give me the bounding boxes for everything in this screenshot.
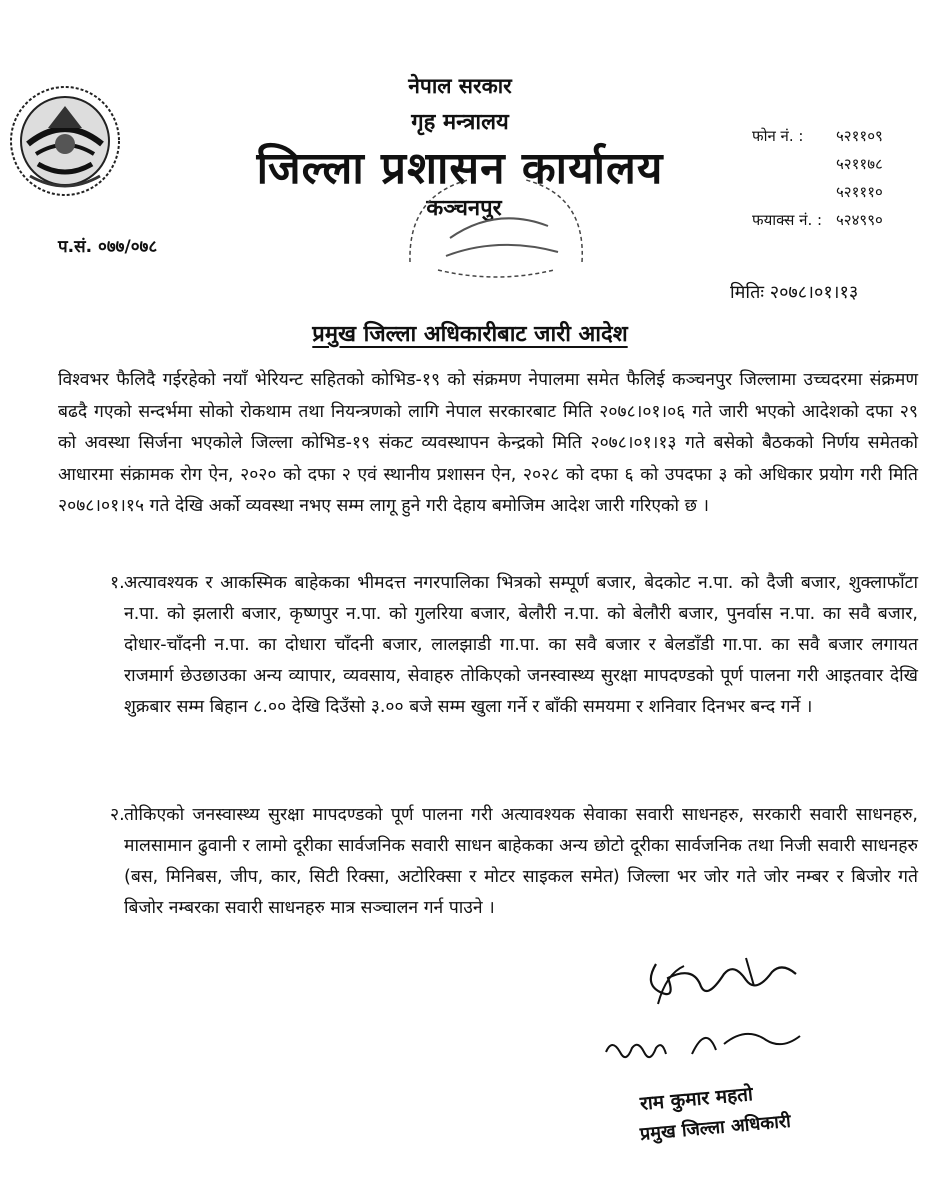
heading-text: प्रमुख जिल्ला अधिकारीबाट जारी आदेश xyxy=(312,322,628,347)
handwritten-signature-icon xyxy=(596,944,836,1084)
order-list xyxy=(58,800,918,924)
contact-value: ५२११७८ xyxy=(836,155,883,173)
contact-row xyxy=(740,178,920,206)
contact-value: ५२११०९ xyxy=(836,127,883,145)
contact-row xyxy=(740,122,920,150)
contact-row xyxy=(740,150,920,178)
order-number: २. xyxy=(110,805,125,825)
order-number: १. xyxy=(110,573,125,593)
government-name: नेपाल सरकार xyxy=(408,74,512,98)
ministry-name: गृह मन्त्रालय xyxy=(411,110,509,135)
district-name: कञ्चनपुर xyxy=(426,196,502,221)
letter-date: मितिः २०७८।०१।१३ xyxy=(730,282,859,303)
contact-label: फयाक्स नं. : xyxy=(752,211,823,229)
order-item xyxy=(58,568,918,723)
order-item xyxy=(58,800,918,924)
reference-number: प.सं. ०७७/०७८ xyxy=(58,237,158,257)
contact-value: ५२१११० xyxy=(836,183,883,201)
contact-info xyxy=(740,122,920,234)
office-name: जिल्ला प्रशासन कार्यालय xyxy=(256,143,664,194)
document-heading xyxy=(0,318,940,348)
signatory-name: राम कुमार महतो xyxy=(639,1083,754,1115)
contact-label xyxy=(752,178,836,206)
order-list xyxy=(58,568,918,723)
contact-value: ५२४९९० xyxy=(836,211,883,229)
intro-paragraph: विश्वभर फैलिदै गईरहेको नयाँ भेरियन्ट सहितको कोभिड-१९ को संक्रमण नेपालमा समेत फैलिई कञ्चनपुर जिल्लामा उच्चदरमा संक्रमण बढदै गएको सन्दर्भमा सोको रोकथाम तथा नियन्त्रणको लागि नेपाल सरकारबाट मिति २०७८।०१।०६ गते जारी भएको आदेशको दफा २९ को अवस्था सिर्जना भएकोले जिल्ला कोभिड-१९ संकट व्यवस्थापन केन्द्रको मिति २०७८।०१।१३ गते बसेको बैठकको निर्णय समेतको आधारमा संक्रामक रोग ऐन, २०२० को दफा २ एवं स्थानीय प्रशासन ऐन, २०२८ को दफा ६ को उपदफा ३ को अधिकार प्रयोग गरी मिति २०७८।०१।१५ गते देखि अर्को व्यवस्था नभए सम्म लागू हुने गरी देहाय बमोजिम आदेश जारी गरिएको छ । xyxy=(58,370,918,516)
order-text: तोकिएको जनस्वास्थ्य सुरक्षा मापदण्डको पूर्ण पालना गरी अत्यावश्यक सेवाका सवारी साधनहरु, सरकारी सवारी साधनहरु, मालसामान ढुवानी र लामो दूरीका सार्वजनिक सवारी साधन बाहेकका अन्य छोटो दूरीका सार्वजनिक तथा निजी सवारी साधनहरु (बस, मिनिबस, जीप, कार, सिटी रिक्सा, अटोरिक्सा र मोटर साइकल समेत) जिल्ला भर जोर गते जोर नम्बर र बिजोर गते बिजोर नम्बरका सवारी साधनहरु मात्र सञ्चालन गर्न पाउने । xyxy=(124,805,918,918)
contact-label: फोन नं. : xyxy=(752,127,804,145)
order-text: अत्यावश्यक र आकस्मिक बाहेकका भीमदत्त नगरपालिका भित्रको सम्पूर्ण बजार, बेदकोट न.पा. को दैजी बजार, शुक्लाफाँटा न.पा. को झलारी बजार, कृष्णपुर न.पा. को गुलरिया बजार, बेलौरी न.पा. को बेलौरी बजार, पुनर्वास न.पा. का सवै बजार, दोधार-चाँदनी न.पा. का दोधारा चाँदनी बजार, लालझाडी गा.पा. का सवै बजार र बेलडाँडी गा.पा. का सवै बजार लगायत राजमार्ग छेउछाउका अन्य व्यापार, व्यवसाय, सेवाहरु तोकिएको जनस्वास्थ्य सुरक्षा मापदण्डको पूर्ण पालना गरी आइतवार देखि शुक्रबार सम्म बिहान ८.०० देखि दिउँसो ३.०० बजे सम्म खुला गर्ने र बाँकी समयमा र शनिवार दिनभर बन्द गर्ने । xyxy=(124,573,918,717)
signatory-title: प्रमुख जिल्ला अधिकारी xyxy=(639,1110,792,1145)
contact-label xyxy=(752,150,836,178)
office-stamp-icon xyxy=(398,166,594,278)
contact-row xyxy=(740,206,920,234)
